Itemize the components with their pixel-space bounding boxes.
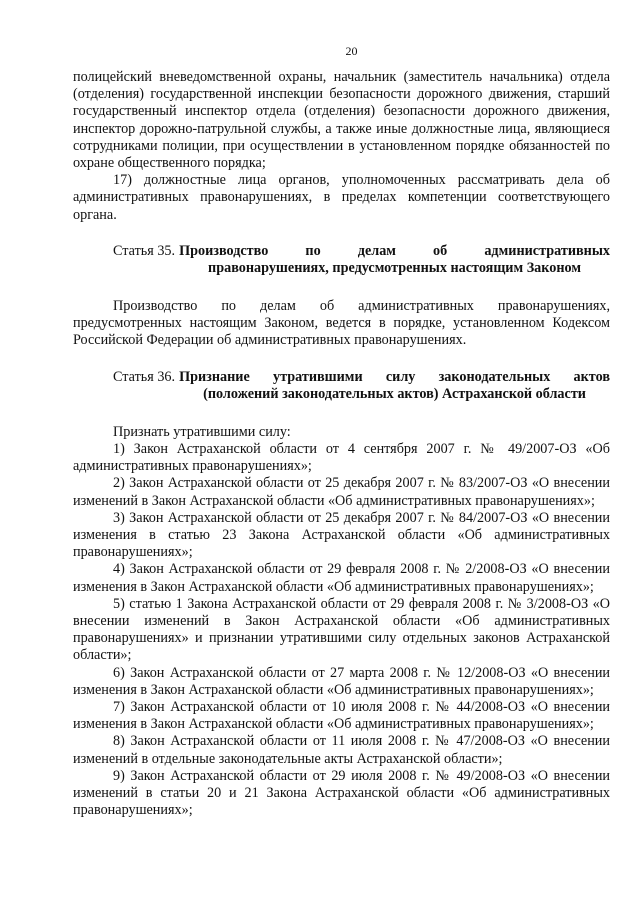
article-35-title — [175, 243, 610, 278]
article-35-text: Производство по делам об административных правонарушениях, предусмотренных настоящим Законом, ведется в порядке, установленном Кодексом Российской Федерации об административных правонарушениях. — [73, 298, 610, 349]
article-36-lead: Признать утратившими силу: — [113, 423, 291, 440]
list-item: 2) Закон Астраханской области от 25 декабря 2007 г. № 83/2007-ОЗ «О внесении изменений в Закон Астраханской области «Об административных правонарушениях»; — [73, 475, 610, 509]
list-item: 5) статью 1 Закона Астраханской области от 29 февраля 2008 г. № 3/2008-ОЗ «О внесении изменений в Закон Астраханской области «Об административных правонарушениях» и признании утратившими силу отдельных законов Астраханской области»; — [73, 595, 610, 664]
list-item: 9) Закон Астраханской области от 29 июля 2008 г. № 49/2008-ОЗ «О внесении изменений в статьи 20 и 21 Закона Астраханской области «Об административных правонарушениях»; — [73, 767, 610, 819]
list-item: 4) Закон Астраханской области от 29 февраля 2008 г. № 2/2008-ОЗ «О внесении изменения в Закон Астраханской области «Об административных правонарушениях»; — [73, 561, 610, 595]
article-35-title-line2: правонарушениях, предусмотренных настоящим Законом — [208, 260, 582, 277]
intro-continuation: полицейский вневедомственной охраны, начальник (заместитель начальника) отдела (отделения) государственной инспекции безопасности дорожного движения, старший государственный инспектор отдела (отделения) безопасности дорожного движения, инспектор дорожно-патрульной службы, а также иные должностные лица, являющиеся сотрудниками полиции, при осуществлении в установленном порядке обязанностей по охране общественного порядка; — [73, 69, 610, 172]
list-item: 6) Закон Астраханской области от 27 марта 2008 г. № 12/2008-ОЗ «О внесении изменения в Закон Астраханской области «Об административных правонарушениях»; — [73, 664, 610, 698]
list-item: 8) Закон Астраханской области от 11 июля 2008 г. № 47/2008-ОЗ «О внесении изменений в отдельные законодательные акты Астраханской области»; — [73, 733, 610, 767]
article-35-heading — [73, 243, 610, 278]
article-36-heading — [73, 369, 610, 404]
article-36-title — [175, 369, 610, 404]
article-36-title-line2: (положений законодательных актов) Астраханской области — [203, 386, 586, 403]
article-36-label: Статья 36. — [113, 368, 176, 385]
article-35-title-line1: Производство по делам об административных — [179, 242, 610, 259]
page-number: 20 — [345, 44, 358, 58]
intro-item-17: 17) должностные лица органов, уполномоченных рассматривать дела об административных правонарушениях, в пределах компетенции соответствующего органа. — [73, 172, 610, 223]
article-36-title-line1: Признание утратившими силу законодательных актов — [179, 368, 610, 385]
list-item: 1) Закон Астраханской области от 4 сентября 2007 г. № 49/2007-ОЗ «Об административных правонарушениях»; — [73, 441, 610, 475]
list-item: 3) Закон Астраханской области от 25 декабря 2007 г. № 84/2007-ОЗ «О внесении изменения в статью 23 Закона Астраханской области «Об административных правонарушениях»; — [73, 509, 610, 561]
article-35-label: Статья 35. — [113, 242, 176, 259]
list-item: 7) Закон Астраханской области от 10 июля 2008 г. № 44/2008-ОЗ «О внесении изменения в Закон Астраханской области «Об административных правонарушениях»; — [73, 699, 610, 733]
